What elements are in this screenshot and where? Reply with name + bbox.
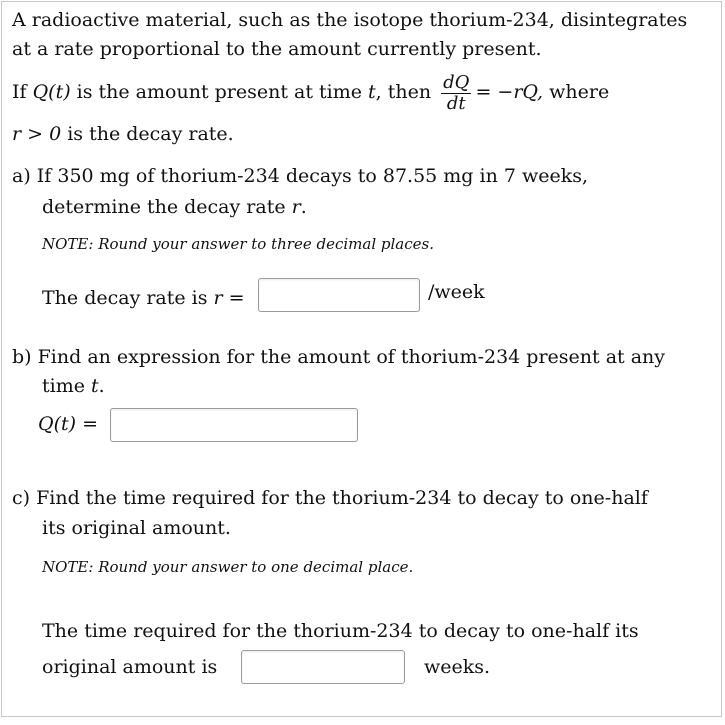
part-b-label-line-1: b) Find an expression for the amount of thorium-234 present at any (12, 346, 665, 368)
part-c-prompt-line-2: original amount is (42, 656, 218, 678)
derivative-fraction (441, 73, 471, 114)
fraction-denominator: dt (446, 92, 466, 114)
part-a-label-var: r (291, 196, 301, 218)
part-b-label-line-2 (42, 374, 105, 398)
part-b-label-text: time (42, 375, 92, 397)
part-a-label-line-1: a) If 350 mg of thorium-234 decays to 87.55 mg in 7 weeks, (12, 165, 589, 187)
part-a-unit: /week (428, 281, 485, 303)
decay-rate-input[interactable] (258, 278, 420, 312)
model-rhs: = −rQ, (475, 81, 544, 103)
model-if: If (12, 81, 33, 103)
part-c-prompt-line-1: The time required for the thorium-234 to decay to one-half its (42, 620, 639, 642)
part-a-prompt-eq: = (222, 287, 245, 309)
model-equation (12, 70, 609, 114)
fraction-numerator: dQ (443, 71, 470, 93)
part-b-prompt-expr: Q(t) (38, 413, 77, 435)
model-mid: is the amount present at time (70, 81, 369, 103)
part-a-label-text: determine the decay rate (42, 196, 292, 218)
part-a-prompt (42, 286, 245, 310)
part-b-label-end: . (98, 375, 105, 397)
amount-expression-input[interactable] (110, 408, 358, 442)
part-b-prompt-eq: = (76, 413, 99, 435)
model-then: , then (375, 81, 432, 103)
intro-line-2: at a rate proportional to the amount currently present. (12, 38, 542, 60)
part-c-label-line-1: c) Find the time required for the thorium-234 to decay to one-half (12, 487, 648, 509)
part-a-label-end: . (300, 196, 307, 218)
half-life-input[interactable] (241, 650, 405, 684)
condition-expr: r > 0 (12, 123, 62, 145)
part-b-label-var: t (91, 375, 99, 397)
part-a-note: NOTE: Round your answer to three decimal places. (42, 235, 434, 253)
model-condition (12, 122, 234, 146)
part-a-prompt-var: r (213, 287, 223, 309)
part-a-prompt-text: The decay rate is (42, 287, 214, 309)
model-where: where (543, 81, 610, 103)
part-c-unit: weeks. (424, 656, 491, 678)
part-a-label-line-2 (42, 195, 307, 219)
model-t-var: t (368, 81, 376, 103)
intro-line-1: A radioactive material, such as the isotope thorium-234, disintegrates (12, 9, 688, 31)
part-c-note: NOTE: Round your answer to one decimal place. (42, 558, 414, 576)
condition-text: is the decay rate. (61, 123, 234, 145)
part-c-label-line-2: its original amount. (42, 517, 231, 539)
part-b-prompt (38, 412, 98, 436)
model-q-of-t: Q(t) (32, 81, 71, 103)
